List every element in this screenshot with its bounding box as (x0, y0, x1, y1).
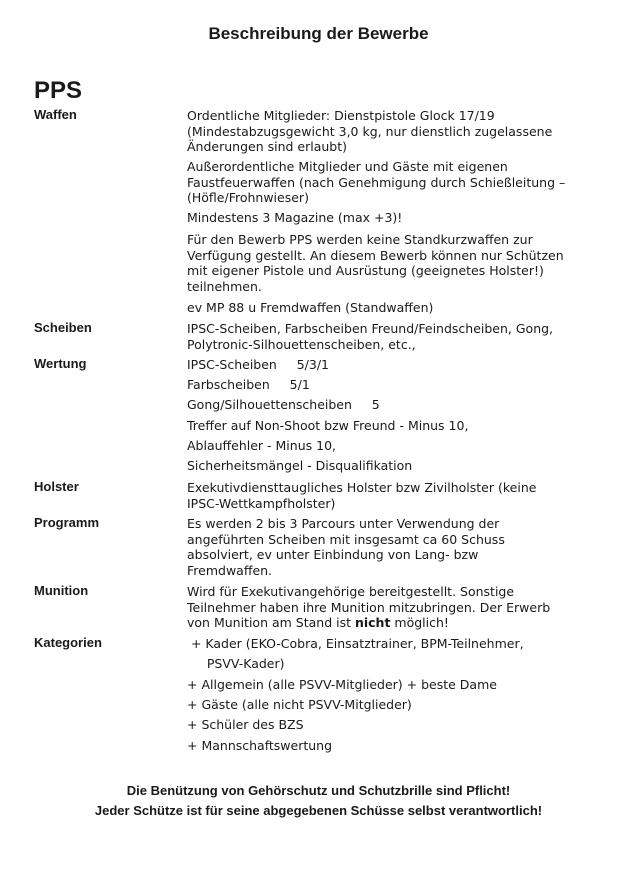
page-title: Beschreibung der Bewerbe (208, 24, 429, 43)
kategorie-item: + Gäste (alle nicht PSVV-Mitglieder) (187, 697, 412, 712)
munition-text (187, 584, 607, 631)
munition-text-before: Wird für Exekutivangehörige bereitgestellt. Sonstige Teilnehmer haben ihre Munition mitzubringen. Der Erwerb von Munition am Stand ist (187, 584, 551, 630)
munition-text-bold: nicht (354, 615, 391, 630)
holster-text: Exekutivdiensttaugliches Holster bzw Zivilholster (keine IPSC-Wettkampfholster) (187, 480, 537, 511)
waffen-paragraph-1: Ordentliche Mitglieder: Dienstpistole Glock 17/19 (Mindestabzugsgewicht 3,0 kg, nur dienstlich zugelassene Änderungen sind erlaubt) (187, 108, 553, 154)
kategorie-item: + Kader (EKO-Cobra, Einsatztrainer, BPM-Teilnehmer, (187, 636, 524, 651)
waffen-paragraph-2: Außerordentliche Mitglieder und Gäste mit eigenen Faustfeuerwaffen (nach Genehmigung durch Schießleitung – (Höfle/Frohnwieser) (187, 159, 566, 205)
kategorie-item: + Schüler des BZS (187, 717, 304, 732)
wertung-line: Ablauffehler - Minus 10, (187, 438, 336, 453)
wertung-label: Wertung (34, 356, 87, 371)
programm-text: Es werden 2 bis 3 Parcours unter Verwendung der angeführten Scheiben mit insgesamt ca 60 Schuss absolviert, ev unter Einbindung von Lang- bzw Fremdwaffen. (187, 516, 505, 578)
kategorien-label: Kategorien (34, 635, 102, 650)
wertung-line: IPSC-Scheiben 5/3/1 (187, 357, 329, 372)
wertung-line: Sicherheitsmängel - Disqualifikation (187, 458, 413, 473)
section-heading: PPS (34, 77, 83, 104)
scheiben-label: Scheiben (34, 320, 92, 335)
wertung-line: Farbscheiben 5/1 (187, 377, 310, 392)
waffen-paragraph-3: Mindestens 3 Magazine (max +3)! (187, 210, 403, 225)
waffen-paragraph-5: ev MP 88 u Fremdwaffen (Standwaffen) (187, 300, 434, 315)
kategorie-item: + Allgemein (alle PSVV-Mitglieder) + beste Dame (187, 677, 497, 692)
wertung-line: Treffer auf Non-Shoot bzw Freund - Minus 10, (187, 418, 469, 433)
munition-label: Munition (34, 583, 89, 598)
kategorie-item: + Mannschaftswertung (187, 738, 333, 753)
programm-label: Programm (34, 515, 100, 530)
waffen-paragraph-4: Für den Bewerb PPS werden keine Standkurzwaffen zur Verfügung gestellt. An diesem Bewerb können nur Schützen mit eigener Pistole und Ausrüstung (geeignetes Holster!) teilnehmen. (187, 232, 564, 294)
holster-label: Holster (34, 479, 79, 494)
scheiben-text: IPSC-Scheiben, Farbscheiben Freund/Feindscheiben, Gong, Polytronic-Silhouettenscheiben, etc., (187, 321, 554, 352)
waffen-label: Waffen (34, 107, 77, 122)
wertung-line: Gong/Silhouettenscheiben 5 (187, 397, 380, 412)
kategorie-item: PSVV-Kader) (187, 656, 285, 671)
footer-line-2: Jeder Schütze ist für seine abgegebenen Schüsse selbst verantwortlich! (94, 803, 543, 818)
footer-line-1: Die Benützung von Gehörschutz und Schutzbrille sind Pflicht! (126, 783, 511, 798)
munition-text-after: möglich! (390, 615, 449, 630)
